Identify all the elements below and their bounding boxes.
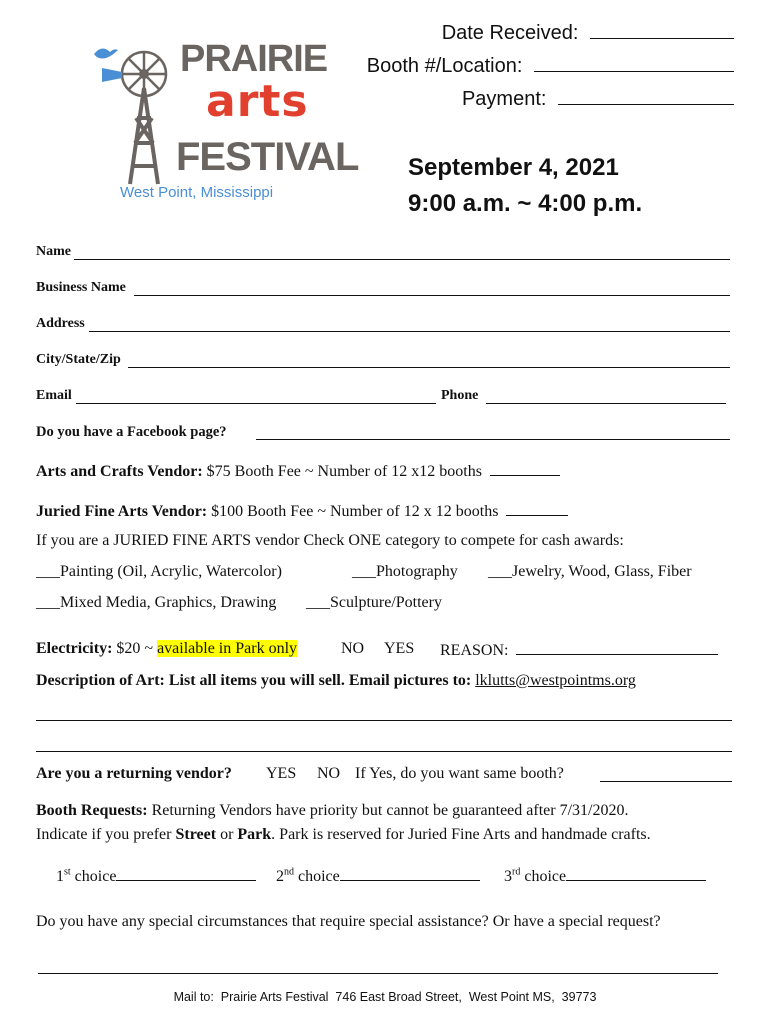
returning-label: Are you a returning vendor?	[36, 765, 232, 782]
booth-location-label: Booth #/Location:	[366, 55, 523, 77]
date-received-field[interactable]	[590, 24, 734, 39]
arts-crafts-booths-field[interactable]	[490, 461, 560, 476]
park-option: Park	[237, 826, 272, 843]
logo-word-arts: arts	[206, 76, 309, 127]
address-label: Address	[36, 316, 85, 331]
choice-3-field[interactable]	[566, 866, 706, 881]
same-booth-field[interactable]	[600, 781, 732, 782]
juried-instruction: If you are a JURIED FINE ARTS vendor Check ONE category to compete for cash awards:	[36, 532, 624, 549]
electricity-no-option[interactable]: NO	[341, 640, 365, 657]
booth-location-field[interactable]	[534, 57, 734, 72]
facebook-field[interactable]	[256, 439, 730, 440]
choice-1-field[interactable]	[116, 866, 256, 881]
date-received-label: Date Received:	[441, 22, 579, 44]
choice-3-word: choice	[524, 868, 567, 885]
preference-text-a: Indicate if you prefer	[36, 826, 172, 843]
special-question: Do you have any special circumstances that require special assistance? Or have a special request?	[36, 913, 661, 930]
booth-preference-row	[36, 826, 651, 844]
payment-row	[462, 88, 734, 111]
juried-text: $100 Booth Fee ~ Number of 12 x 12 booths	[211, 503, 499, 520]
special-request-field[interactable]	[38, 973, 718, 974]
description-row	[36, 672, 636, 690]
description-line-2[interactable]	[36, 751, 732, 752]
electricity-fee: $20 ~	[116, 640, 154, 657]
phone-field[interactable]	[486, 403, 726, 404]
arts-crafts-text: $75 Booth Fee ~ Number of 12 x12 booths	[206, 463, 482, 480]
electricity-reason-field[interactable]	[516, 640, 718, 655]
logo-word-festival: FESTIVAL	[176, 135, 359, 179]
description-line-1[interactable]	[36, 720, 732, 721]
email-label: Email	[36, 388, 72, 403]
booth-requests-label: Booth Requests:	[36, 802, 148, 819]
phone-label: Phone	[441, 388, 479, 403]
choice-3-suffix: rd	[512, 866, 521, 878]
choice-2-suffix: nd	[284, 866, 294, 878]
juried-booths-field[interactable]	[506, 501, 568, 516]
date-received-row	[442, 22, 734, 45]
electricity-reason-row	[440, 640, 718, 660]
category-photography[interactable]: ___Photography	[352, 563, 458, 580]
arts-crafts-row	[36, 461, 560, 481]
electricity-yes-option[interactable]: YES	[384, 640, 415, 657]
payment-label: Payment:	[461, 88, 547, 110]
business-name-field[interactable]	[134, 295, 730, 296]
category-mixed-media[interactable]: ___Mixed Media, Graphics, Drawing	[36, 594, 277, 611]
choice-1-number: 1	[56, 868, 64, 885]
choice-2-field[interactable]	[340, 866, 480, 881]
juried-label: Juried Fine Arts Vendor:	[36, 503, 208, 520]
logo-word-prairie: PRAIRIE	[180, 38, 328, 80]
choice-2-word: choice	[298, 868, 340, 885]
arts-crafts-label: Arts and Crafts Vendor:	[36, 463, 203, 480]
event-date: September 4, 2021	[408, 154, 619, 181]
street-option: Street	[175, 826, 217, 843]
description-email-link[interactable]: lklutts@westpointms.org	[475, 672, 636, 689]
facebook-label: Do you have a Facebook page?	[36, 424, 227, 440]
choice-3	[504, 866, 706, 886]
choice-1-suffix: st	[64, 866, 71, 878]
name-field[interactable]	[74, 259, 730, 260]
booth-requests-row	[36, 802, 628, 820]
category-jewelry[interactable]: ___Jewelry, Wood, Glass, Fiber	[488, 563, 692, 580]
preference-text-b: . Park is reserved for Juried Fine Arts and handmade crafts.	[271, 826, 651, 843]
mail-to-address: Mail to: Prairie Arts Festival 746 East Broad Street, West Point MS, 39773	[173, 990, 597, 1004]
juried-row	[36, 501, 568, 521]
electricity-label: Electricity:	[36, 640, 113, 657]
choice-1	[56, 866, 256, 886]
city-state-zip-field[interactable]	[128, 367, 730, 368]
same-booth-question: If Yes, do you want same booth?	[355, 765, 564, 782]
electricity-park-note: available in Park only	[157, 640, 298, 657]
event-time: 9:00 a.m. ~ 4:00 p.m.	[408, 190, 643, 217]
returning-no-option[interactable]: NO	[317, 765, 341, 782]
booth-requests-text: Returning Vendors have priority but cannot be guaranteed after 7/31/2020.	[151, 802, 629, 819]
booth-location-row	[367, 55, 734, 78]
choice-2-number: 2	[276, 868, 284, 885]
city-state-zip-label: City/State/Zip	[36, 352, 121, 367]
business-name-label: Business Name	[36, 280, 126, 295]
category-sculpture[interactable]: ___Sculpture/Pottery	[306, 594, 442, 611]
returning-yes-option[interactable]: YES	[266, 765, 297, 782]
electricity-reason-label: REASON:	[440, 642, 509, 659]
email-field[interactable]	[76, 403, 436, 404]
festival-logo	[88, 38, 359, 210]
address-field[interactable]	[89, 331, 730, 332]
category-painting[interactable]: ___Painting (Oil, Acrylic, Watercolor)	[36, 563, 282, 580]
preference-or: or	[220, 826, 234, 843]
choice-1-word: choice	[74, 868, 117, 885]
payment-field[interactable]	[558, 90, 734, 105]
electricity-row	[36, 640, 297, 658]
choice-3-number: 3	[504, 868, 512, 885]
choice-2	[276, 866, 480, 886]
logo-location: West Point, Mississippi	[120, 184, 274, 201]
name-label: Name	[36, 244, 71, 259]
description-label: Description of Art: List all items you will sell. Email pictures to:	[36, 672, 472, 689]
